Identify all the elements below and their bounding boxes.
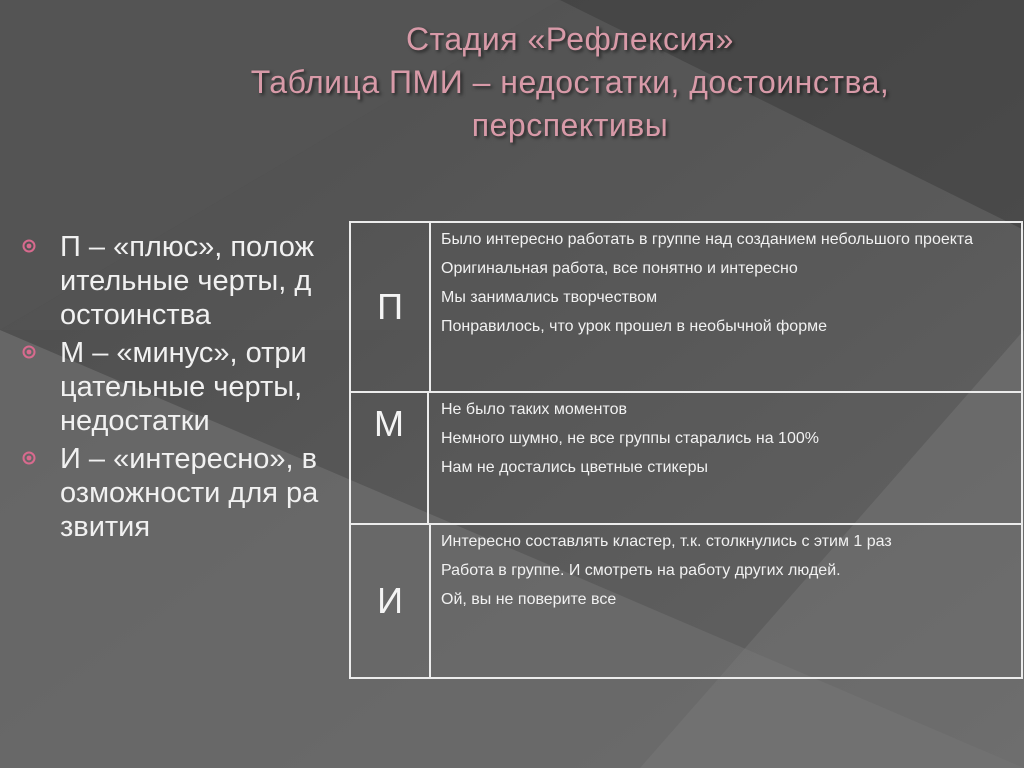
bullet-plus: [22, 230, 322, 332]
list-item: Не было таких моментов: [441, 401, 628, 418]
list-item: Мы занимались творчеством: [441, 289, 658, 306]
bullet-text: И – «интересно», возможности для развития: [60, 443, 319, 543]
ring-bullet-icon: [22, 239, 36, 253]
bullet-list: [22, 230, 322, 548]
list-item: Было интересно работать в группе над созданием небольшого проекта: [441, 231, 973, 248]
row-items: [441, 229, 1011, 345]
bullet-interesting: [22, 442, 322, 544]
list-item: Работа в группе. И смотреть на работу других людей.: [441, 562, 841, 579]
row-items: [441, 399, 1011, 486]
pmi-row-minus: [351, 393, 1021, 525]
bullet-text: М – «минус», отрицательные черты, недостатки: [60, 337, 307, 437]
list-item: Ой, вы не поверите все: [441, 591, 617, 608]
ring-bullet-icon: [22, 451, 36, 465]
pmi-row-plus: [351, 223, 1021, 393]
title-line-3: перспективы: [471, 107, 669, 143]
list-item: Нам не достались цветные стикеры: [441, 459, 709, 476]
row-items: [441, 531, 1011, 618]
bullet-text: П – «плюс», положительные черты, достоинства: [60, 231, 314, 331]
pmi-table: [349, 221, 1023, 679]
row-letter: П: [351, 223, 431, 391]
row-letter: И: [351, 525, 431, 677]
title-line-2: Таблица ПМИ – недостатки, достоинства,: [250, 64, 890, 100]
row-letter: М: [351, 393, 429, 523]
list-item: Интересно составлять кластер, т.к. столкнулись с этим 1 раз: [441, 533, 892, 550]
list-item: Оригинальная работа, все понятно и интересно: [441, 260, 798, 277]
list-item: Немного шумно, не все группы старались на 100%: [441, 430, 819, 447]
ring-bullet-icon: [22, 345, 36, 359]
list-item: Понравилось, что урок прошел в необычной форме: [441, 318, 827, 335]
bullet-minus: [22, 336, 322, 438]
title-line-1: Стадия «Рефлексия»: [406, 21, 734, 57]
pmi-row-interesting: [351, 525, 1021, 677]
slide-title: [120, 18, 1020, 147]
